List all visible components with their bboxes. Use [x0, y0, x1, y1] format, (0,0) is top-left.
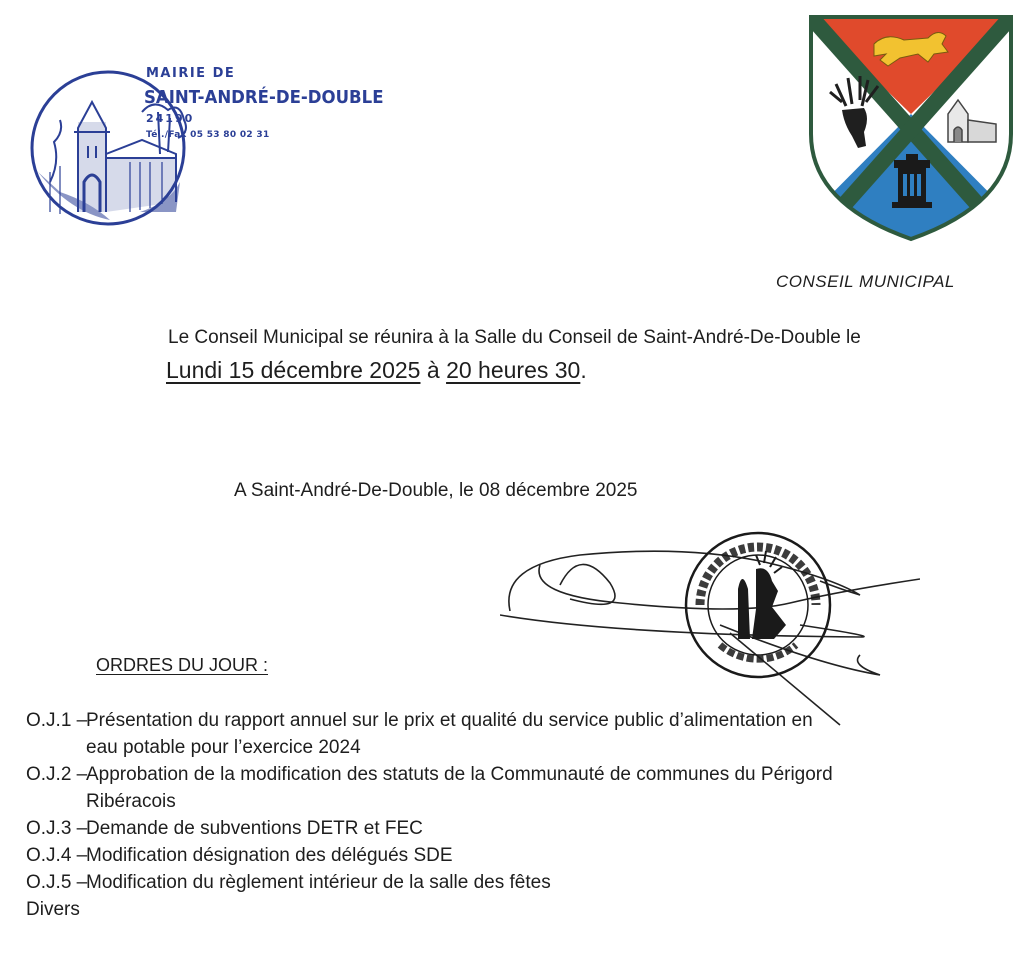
- meeting-time: 20 heures 30: [446, 357, 581, 383]
- postal-code: 24190: [146, 112, 195, 125]
- agenda-item-5: [26, 869, 986, 896]
- meeting-datetime: [166, 357, 587, 384]
- agenda-item-code: O.J.3 –: [26, 818, 88, 839]
- agenda-item-continuation: Ribéracois: [86, 791, 176, 812]
- agenda-item-text: Demande de subventions DETR et FEC: [86, 818, 423, 839]
- agenda-item-3: [26, 815, 986, 842]
- place-date: A Saint-André-De-Double, le 08 décembre 2025: [234, 480, 638, 501]
- agenda-list: [26, 707, 986, 923]
- agenda-item-1: [26, 707, 986, 761]
- meeting-connector: à: [420, 357, 447, 383]
- council-label: CONSEIL MUNICIPAL: [776, 272, 955, 291]
- commune-name: SAINT-ANDRÉ-DE-DOUBLE: [144, 87, 384, 108]
- agenda-item-4: [26, 842, 986, 869]
- agenda-item-continuation: eau potable pour l’exercice 2024: [86, 737, 361, 758]
- coat-of-arms-icon: [808, 14, 1014, 242]
- phone-fax: Tél./Fax 05 53 80 02 31: [146, 130, 270, 140]
- coat-of-arms: [808, 14, 1014, 242]
- mairie-stamp: [30, 62, 384, 232]
- agenda-item-code: O.J.5 –: [26, 872, 88, 893]
- agenda-item-text: Approbation de la modification des statuts de la Communauté de communes du Périgord: [86, 764, 833, 785]
- agenda-item-text: Modification désignation des délégués SDE: [86, 845, 453, 866]
- agenda-title: ORDRES DU JOUR :: [96, 655, 269, 675]
- agenda-item-code: O.J.2 –: [26, 764, 88, 785]
- agenda-item-2: [26, 761, 986, 815]
- agenda-item-code: O.J.1 –: [26, 710, 88, 731]
- meeting-end: .: [580, 357, 587, 383]
- agenda-misc: Divers: [26, 899, 80, 920]
- mairie-label: MAIRIE DE: [146, 66, 236, 81]
- agenda-item-code: O.J.4 –: [26, 845, 88, 866]
- intro-text: Le Conseil Municipal se réunira à la Salle du Conseil de Saint-André-De-Double le: [168, 327, 861, 348]
- agenda-item-text: Présentation du rapport annuel sur le prix et qualité du service public d’alimentation en: [86, 710, 813, 731]
- meeting-date: Lundi 15 décembre 2025: [166, 357, 421, 383]
- agenda-item-text: Modification du règlement intérieur de la salle des fêtes: [86, 872, 551, 893]
